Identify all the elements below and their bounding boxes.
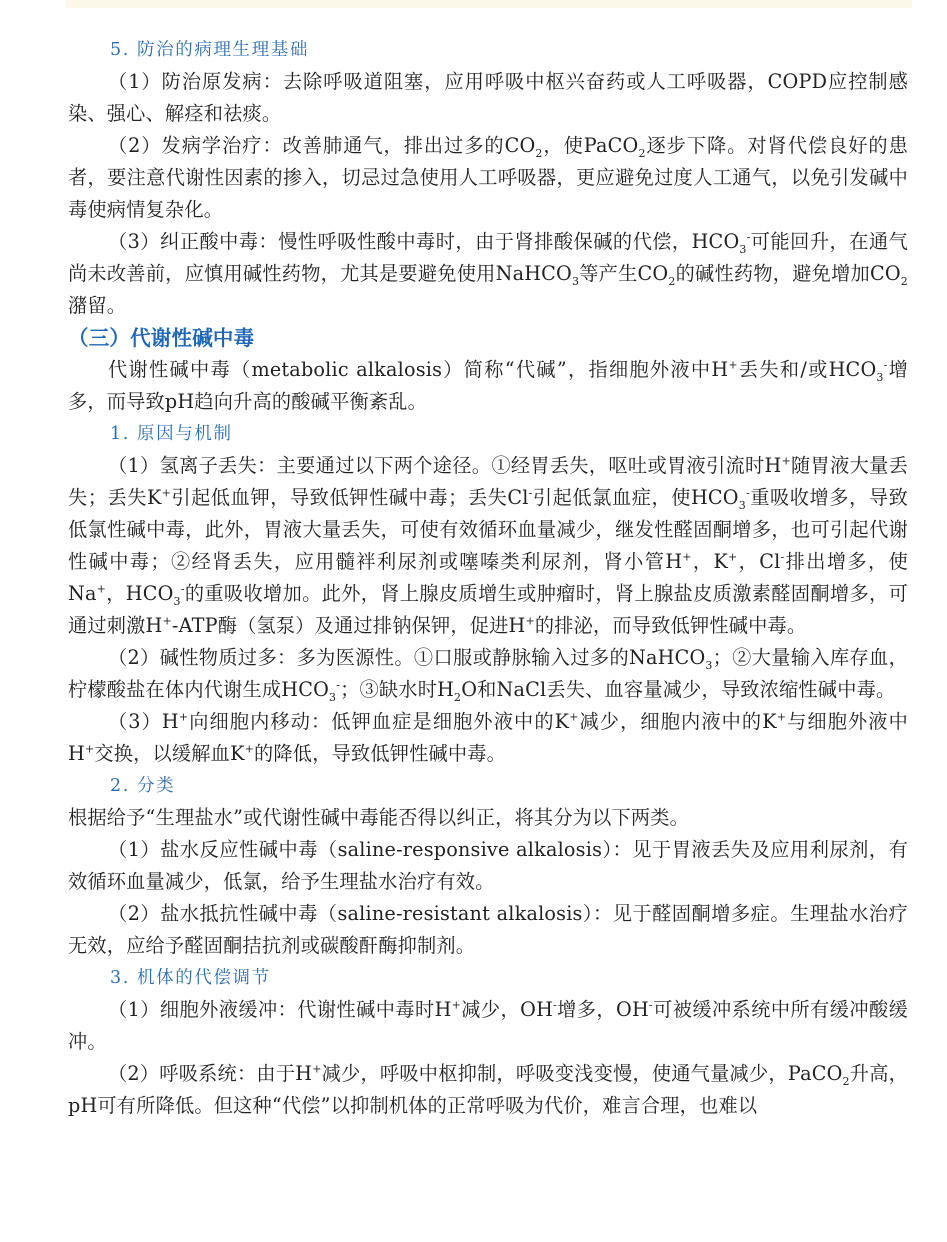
text-run: 代谢性碱中毒（metabolic alkalosis）简称“代碱”，指细胞外液中H [108,358,729,381]
text-run: 排出增多，使Na [68,550,909,605]
superscript: - [745,486,750,500]
subscript: 3 [739,242,747,256]
superscript: - [336,678,341,692]
body-paragraph [68,450,908,642]
text-run: （3）纠正酸中毒：慢性呼吸性酸中毒时，由于肾排酸保碱的代偿，HCO [108,230,740,253]
text-run: 重吸收增多，导致低氯性碱中毒，此外，胃液大量丢失，可使有效循环血量减少，继发性醛固酮增多，也可引起代谢性碱中毒；②经肾丢失，应用髓袢利尿剂或噻嗪类利尿剂，肾小管H [68,486,908,573]
text-run: 逐步下降。对肾代偿良好的患者，要注意代谢性因素的掺入，切忌过急使用人工呼吸器，更应避免过度人工通气，以免引发碱中毒使病情复杂化。 [68,134,908,221]
section-subheading: 2. 分类 [110,776,176,796]
text-run: O和NaCl丢失、血容量减少，导致浓缩性碱中毒。 [461,678,896,701]
text-run: 引起低血钾，导致低钾性碱中毒；丢失Cl [171,486,529,509]
text-run: （2）碱性物质过多：多为医源性。①口服或静脉输入过多的NaHCO [108,646,706,669]
superscript: + [162,614,172,628]
superscript: + [682,550,692,564]
text-run: （3）H [108,710,179,733]
text-run: 丢失和/或HCO [737,358,877,381]
subscript: 2 [900,274,908,288]
body-paragraph [68,1058,908,1122]
superscript: - [648,998,653,1012]
body-paragraph [68,66,908,130]
subscript: 2 [535,146,543,160]
superscript: + [178,710,189,724]
section-subheading: 5. 防治的病理生理基础 [110,40,309,60]
section-heading: （三）代谢性碱中毒 [68,326,255,350]
superscript: - [746,230,751,244]
superscript: + [525,614,535,628]
superscript: - [528,486,533,500]
subscript: 3 [329,690,337,704]
text-run: 减少，细胞内液中的K [578,710,777,733]
text-run: 潴留。 [68,294,127,317]
top-decorative-strip [66,0,912,8]
text-run: -ATP酶（氢泵）及通过排钠保钾，促进H [171,614,526,637]
superscript: - [553,998,557,1012]
body-paragraph [68,898,908,962]
text-run: ，HCO [106,582,174,605]
text-run: 等产生CO [579,262,669,285]
superscript: + [244,742,255,756]
text-run: ；②大量输入库存血，柠檬酸盐在体内代谢生成HCO [68,646,908,701]
subscript: 3 [876,370,884,384]
text-run: ，Cl [737,550,781,573]
superscript: + [84,742,95,756]
superscript: + [781,454,791,468]
subscript: 3 [173,594,181,608]
body-paragraph [68,354,908,418]
subscript: 3 [705,658,713,672]
text-run: （2）呼吸系统：由于H [108,1062,313,1085]
text-run: 与细胞外液中H [68,710,908,765]
superscript: + [96,582,107,596]
superscript: - [883,358,888,372]
superscript: + [776,710,787,724]
body-paragraph [68,642,908,706]
section-subheading: 3. 机体的代偿调节 [110,968,271,988]
text-run: 的排泌，而导致低钾性碱中毒。 [534,614,807,637]
text-run: 随胃液大量丢失；丢失K [68,454,908,509]
text-run: 根据给予“生理盐水”或代谢性碱中毒能否得以纠正，将其分为以下两类。 [68,806,690,829]
text-run: 增多，而导致pH趋向升高的酸碱平衡紊乱。 [68,358,908,413]
text-run: （2）盐水抵抗性碱中毒（saline-resistant alkalosis）：见于醛固酮增多症。生理盐水治疗无效，应给予醛固酮拮抗剂或碳酸酐酶抑制剂。 [68,902,908,957]
superscript: + [451,998,462,1012]
body-paragraph [68,706,908,770]
superscript: + [161,486,172,500]
text-run: 可能回升，在通气尚未改善前，应慎用碱性药物，尤其是要避免使用NaHCO [68,230,908,285]
section-subheading: 1. 原因与机制 [110,424,233,444]
text-run: ，K [691,550,729,573]
document-body [68,34,908,1122]
body-paragraph [68,834,908,898]
text-run: （1）氢离子丢失：主要通过以下两个途径。①经胃丢失，呕吐或胃液引流时H [108,454,782,477]
text-run: 向细胞内移动：低钾血症是细胞外液中的K [188,710,570,733]
subscript: 3 [571,274,580,288]
text-run: 交换，以缓解血K [94,742,245,765]
superscript: + [569,710,579,724]
body-paragraph [68,226,908,322]
text-run: 减少，呼吸中枢抑制，呼吸变浅变慢，使通气量减少，PaCO [321,1062,843,1085]
body-paragraph [68,802,908,834]
text-run: 引起低氯血症，使HCO [532,486,739,509]
text-run: （2）发病学治疗：改善肺通气，排出过多的CO [108,134,536,157]
subscript: 2 [842,1074,850,1088]
text-run: （1）防治原发病：去除呼吸道阻塞，应用呼吸中枢兴奋药或人工呼吸器，COPD应控制感染、强心、解痉和祛痰。 [68,70,908,125]
text-run: ，使PaCO [542,134,639,157]
text-run: 的降低，导致低钾性碱中毒。 [254,742,507,765]
superscript: + [728,550,738,564]
text-run: 升高，pH可有所降低。但这种“代偿”以抑制机体的正常呼吸为代价，难言合理，也难以 [68,1062,909,1117]
text-run: 可被缓冲系统中所有缓冲酸缓冲。 [68,998,908,1053]
text-run: 减少，OH [461,998,554,1021]
subscript: 2 [454,690,462,704]
text-run: （1）细胞外液缓冲：代谢性碱中毒时H [108,998,452,1021]
subscript: 2 [638,146,646,160]
body-paragraph [68,130,908,226]
subscript: 3 [738,498,746,512]
text-run: 增多，OH [556,998,649,1021]
subscript: 2 [668,274,676,288]
superscript: - [780,550,785,564]
text-run: 的重吸收增加。此外，肾上腺皮质增生或肿瘤时，肾上腺盐皮质激素醛固酮增多，可通过刺激H [68,582,908,637]
superscript: + [312,1062,322,1076]
text-run: （1）盐水反应性碱中毒（saline-responsive alkalosis）：见于胃液丢失及应用利尿剂，有效循环血量减少，低氯，给予生理盐水治疗有效。 [68,838,908,893]
text-run: 的碱性药物，避免增加CO [675,262,901,285]
text-run: ；③缺水时H [340,678,455,701]
superscript: - [180,582,185,596]
body-paragraph [68,994,908,1058]
superscript: + [728,358,738,372]
